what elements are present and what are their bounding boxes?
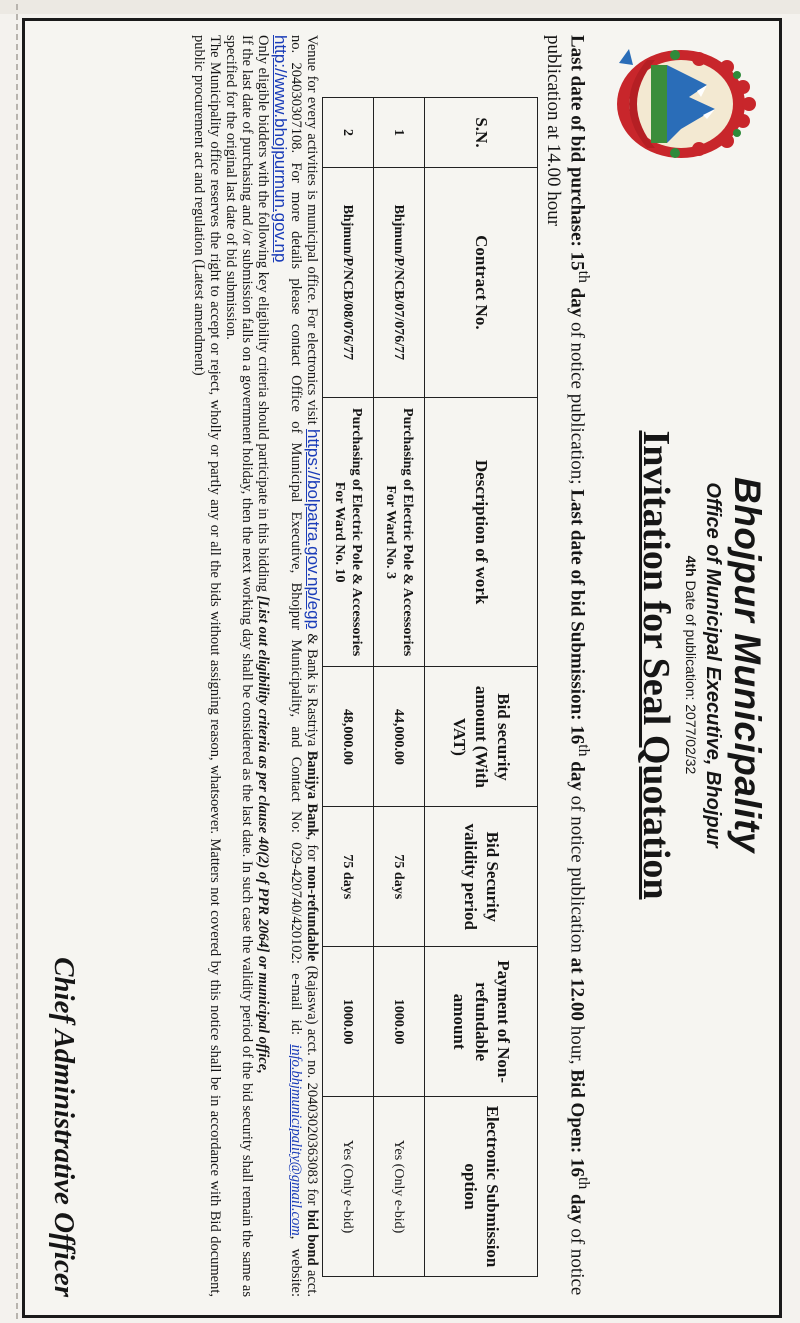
- open-sup: th: [575, 1176, 592, 1190]
- bid-bond-label: bid bond: [304, 1209, 320, 1266]
- table-cell: Purchasing of Electric Pole & Accessories For Ward No. 10: [323, 397, 374, 667]
- table-row: [374, 98, 425, 1277]
- bank-text: & Bank is Rastriya: [304, 633, 320, 747]
- purchase-day: day: [566, 287, 588, 318]
- submission-day: day: [566, 761, 588, 791]
- for-text: , for: [304, 836, 320, 862]
- table-cell: 1000.00: [323, 947, 374, 1097]
- publication-label: Date of publication: 2077/02/32: [683, 580, 699, 775]
- notice-rotated: [25, 21, 782, 1318]
- egp-link[interactable]: https://bolpatra.gov.np/egp: [304, 428, 323, 630]
- eligibility-text: Only eligible bidders with the following key eligibility criteria should participate in this bidding: [255, 35, 271, 592]
- table-cell: Yes (Only e-bid): [374, 1097, 425, 1277]
- table-cell: 1000.00: [374, 947, 425, 1097]
- holiday-paragraph: If the last date of purchasing and /or submission falls on a government holiday, then the next working day shall be considered as the last date. In such case the validity period of the bid security shall remain the same as specified for the original last date of bid submission.: [223, 35, 255, 1297]
- website-link[interactable]: http://www.bhojpurmun.gov.np: [271, 35, 290, 263]
- submission-sup: th: [575, 744, 592, 757]
- bank-name: Banijya Bank: [304, 750, 320, 837]
- acct-text: (Rajaswa) acct. no. 20403020363083 for: [304, 965, 320, 1206]
- notice-notes: [191, 35, 321, 1297]
- table-header-row: [425, 98, 538, 1277]
- table-cell: 48,000.00: [323, 667, 374, 807]
- eligibility-criteria: [List out eligibility criteria as per clause 40(2) of PPR 2064] or municipal office,: [255, 595, 271, 1074]
- table-cell: Yes (Only e-bid): [323, 1097, 374, 1277]
- table-cell: 44,000.00: [374, 667, 425, 807]
- table-header: Payment of Non-refundable amount: [425, 947, 538, 1097]
- website-label: , website:: [288, 1235, 304, 1297]
- submission-tail: of notice publication: [566, 795, 588, 953]
- email-link[interactable]: info.bhjmunicipality@gmail.com: [288, 1044, 304, 1236]
- notice-header: [573, 35, 773, 1305]
- non-refundable-label: non-refundable: [304, 865, 320, 962]
- purchase-label: Last date of bid purchase: 15: [566, 35, 588, 271]
- table-cell: 75 days: [323, 807, 374, 947]
- publication-ordinal: 4th: [683, 555, 699, 577]
- table-header: S.N.: [425, 98, 538, 168]
- municipality-emblem-icon: [609, 45, 759, 163]
- table-cell: Bhjmun/P/NCB/07/076/77: [374, 167, 425, 397]
- open-tail: of notice publication at 14.00 hour: [542, 35, 588, 1296]
- table-row: [323, 98, 374, 1277]
- eligibility-paragraph: [255, 35, 271, 1297]
- line2-b: hour,: [566, 1025, 588, 1065]
- table-header: Bid Security validity period: [425, 807, 538, 947]
- venue-paragraph: [271, 35, 321, 1297]
- purchase-sup: th: [575, 270, 592, 283]
- table-cell: 2: [323, 98, 374, 168]
- table-header: Description of work: [425, 397, 538, 667]
- header-titles: [633, 385, 769, 945]
- table-cell: 75 days: [374, 807, 425, 947]
- line2-a: at 12.00: [566, 957, 588, 1021]
- submission-label: Last date of bid Submission: 16: [566, 489, 588, 745]
- office-name: Office of Municipal Executive, Bhojpur: [702, 482, 724, 848]
- rights-paragraph: The Municipality office reserves the right to accept or reject, wholly or partly any or all the bids without assigning reason, whatsoever. Matters not covered by this notice shall be in accordance with Bid document, public procurement act and regulation (Latest amendment): [191, 35, 223, 1297]
- bid-dates: [541, 35, 595, 1305]
- table-header: Electronic Submission option: [425, 1097, 538, 1277]
- notice-title: Invitation for Seal Quotation: [635, 430, 677, 900]
- notice-frame: [22, 18, 782, 1318]
- table-header: Contract No.: [425, 167, 538, 397]
- notice-content: [35, 35, 773, 1305]
- signature: Chief Administrative Officer: [48, 957, 80, 1297]
- purchase-tail: of notice publication;: [566, 321, 588, 485]
- open-day: day: [566, 1194, 588, 1224]
- contact-text: acct. no. 204030307108. For more details please contact Office of Municipal Executive, Bhojpur Municipality, and Contact No: 029-420740/420102: e-mail id:: [288, 35, 320, 1298]
- venue-text: Venue for every activities is municipal office. For electronics visit: [304, 35, 320, 425]
- table-cell: Bhjmun/P/NCB/08/076/77: [323, 167, 374, 397]
- table-header: Bid security amount (With VAT): [425, 667, 538, 807]
- publication-date: [681, 385, 701, 945]
- scan-edge: [0, 0, 800, 14]
- municipality-name: Bhojpur Municipality: [727, 477, 768, 853]
- open-label: Bid Open: 16: [566, 1069, 588, 1177]
- table-cell: Purchasing of Electric Pole & Accessories For Ward No. 3: [374, 397, 425, 667]
- table-cell: 1: [374, 98, 425, 168]
- quotation-table: [322, 97, 538, 1277]
